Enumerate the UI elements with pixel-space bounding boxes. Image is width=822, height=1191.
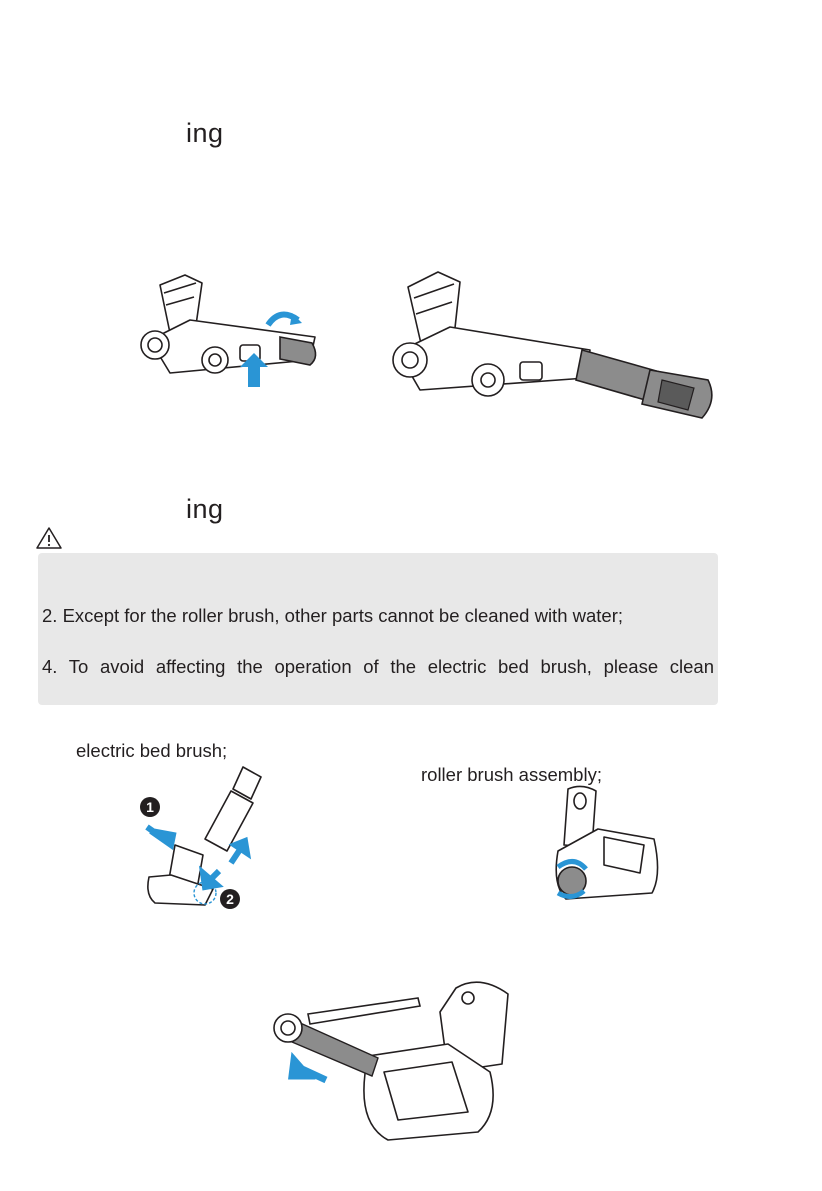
marker-2: 2 bbox=[220, 889, 240, 909]
floor-brush-insert-illustration bbox=[130, 265, 340, 395]
warning-triangle-icon bbox=[36, 527, 62, 549]
step-1-caption: electric bed brush; bbox=[76, 740, 228, 761]
roller-removed-illustration bbox=[390, 262, 720, 422]
section-1-heading: ing bbox=[186, 118, 224, 148]
section-2-heading: ing bbox=[186, 494, 224, 524]
step-2-caption: roller brush assembly; bbox=[421, 764, 602, 785]
marker-1: 1 bbox=[140, 797, 160, 817]
roller-cap-rotate-illustration bbox=[548, 785, 663, 905]
notice-line-2: 2. Except for the roller brush, other parts cannot be cleaned with water; bbox=[42, 605, 624, 626]
bed-brush-detach-illustration bbox=[135, 765, 275, 915]
roller-pull-out-illustration bbox=[268, 972, 528, 1142]
notice-box bbox=[38, 553, 718, 705]
notice-line-4: 4. To avoid affecting the operation of the electric bed brush, please clean bbox=[42, 656, 714, 677]
